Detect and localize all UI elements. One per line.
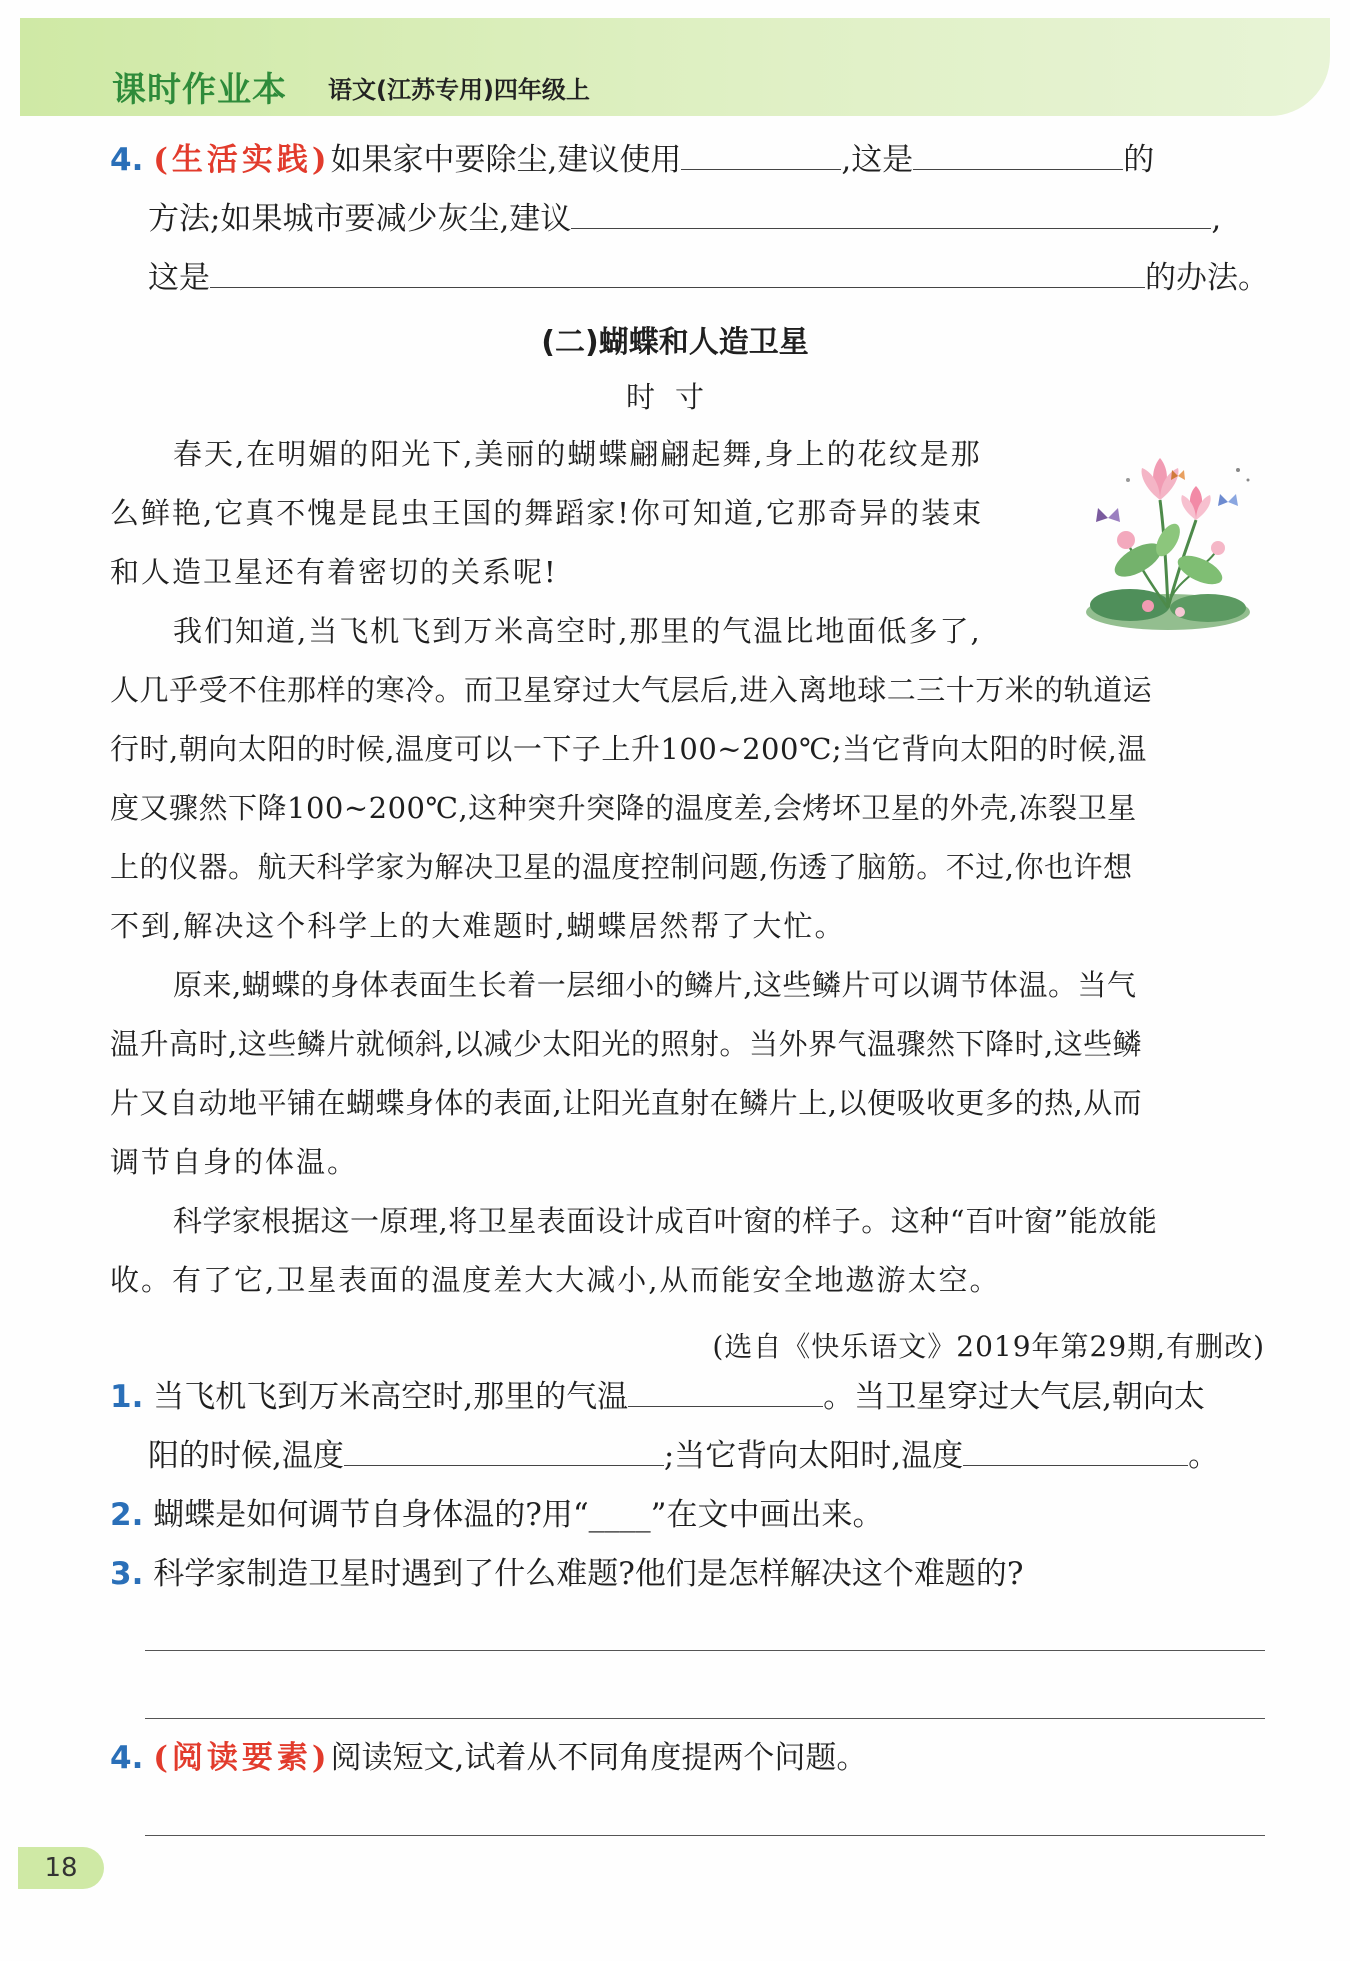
- question-number: 2.: [110, 1497, 144, 1533]
- question-text: 这是: [148, 260, 210, 296]
- question-text: ,这是: [841, 142, 914, 178]
- question-text: 方法;如果城市要减少灰尘,建议: [148, 201, 572, 237]
- article-line: 不到,解决这个科学上的大难题时,蝴蝶居然帮了大忙。: [110, 909, 846, 943]
- question-tag: (阅读要素): [153, 1740, 331, 1776]
- question-text: 。当卫星穿过大气层,朝向太: [823, 1379, 1205, 1415]
- answer-line[interactable]: [145, 1835, 1265, 1836]
- q2-line: [110, 1495, 884, 1535]
- answer-blank[interactable]: [913, 143, 1123, 170]
- q1-line2: [148, 1436, 1219, 1476]
- answer-blank[interactable]: [963, 1439, 1188, 1466]
- answer-blank[interactable]: [681, 143, 841, 170]
- answer-line[interactable]: [145, 1650, 1265, 1651]
- author-name: 时寸: [625, 380, 724, 414]
- article-line: 行时,朝向太阳的时候,温度可以一下子上升100~200℃;当它背向太阳的时候,温: [110, 732, 1147, 766]
- question-text: 如果家中要除尘,建议使用: [330, 142, 682, 178]
- lotus-flower-icon: [1181, 486, 1210, 520]
- answer-blank[interactable]: [628, 1380, 823, 1407]
- question-number: 4.: [110, 1740, 144, 1776]
- question-tag: (生活实践): [153, 142, 331, 178]
- question-number: 3.: [110, 1556, 144, 1592]
- article-line: 和人造卫星还有着密切的关系呢!: [110, 555, 558, 589]
- question-text: 。: [1188, 1438, 1220, 1474]
- answer-blank[interactable]: [344, 1439, 664, 1466]
- answer-blank[interactable]: [210, 261, 1145, 288]
- question-text: 的: [1123, 142, 1155, 178]
- article-line: 上的仪器。航天科学家为解决卫星的温度控制问题,伤透了脑筋。不过,你也许想: [110, 850, 1133, 884]
- butterfly-icon: [1096, 508, 1120, 522]
- page-header: [20, 18, 1330, 116]
- question-text: ,: [1211, 201, 1222, 237]
- article-line: 科学家根据这一原理,将卫星表面设计成百叶窗的样子。这种“百叶窗”能放能: [173, 1204, 1158, 1238]
- q4-top-line2: [148, 199, 1221, 239]
- answer-line[interactable]: [145, 1718, 1265, 1719]
- article-line: 片又自动地平铺在蝴蝶身体的表面,让阳光直射在鳞片上,以便吸收更多的热,从而: [110, 1086, 1143, 1120]
- q4-top-line1: [110, 140, 1154, 180]
- lotus-flower-icon: [1142, 458, 1179, 500]
- article-line: 度又骤然下降100~200℃,这种突升突降的温度差,会烤坏卫星的外壳,冻裂卫星: [110, 791, 1137, 825]
- q3-line: [110, 1554, 1023, 1594]
- article-line: 我们知道,当飞机飞到万米高空时,那里的气温比地面低多了,: [173, 614, 982, 648]
- page-number: 18: [18, 1847, 104, 1889]
- article-line: 调节自身的体温。: [110, 1145, 359, 1179]
- butterfly-icon: [1218, 494, 1238, 506]
- book-subtitle: 语文(江苏专用)四年级上: [328, 76, 590, 104]
- question-number: 1.: [110, 1379, 144, 1415]
- question-text: 科学家制造卫星时遇到了什么难题?他们是怎样解决这个难题的?: [153, 1556, 1024, 1592]
- article-source: (选自《快乐语文》2019年第29期,有删改): [712, 1330, 1265, 1363]
- article-line: 原来,蝴蝶的身体表面生长着一层细小的鳞片,这些鳞片可以调节体温。当气: [173, 968, 1137, 1002]
- article-line: 么鲜艳,它真不愧是昆虫王国的舞蹈家!你可知道,它那奇异的装束: [110, 496, 984, 530]
- question-text: 阅读短文,试着从不同角度提两个问题。: [330, 1740, 868, 1776]
- q4-top-line3: [148, 258, 1269, 298]
- question-number: 4.: [110, 142, 144, 178]
- article-line: 春天,在明媚的阳光下,美丽的蝴蝶翩翩起舞,身上的花纹是那: [173, 437, 982, 471]
- article-line: 人几乎受不住那样的寒冷。而卫星穿过大气层后,进入离地球二三十万米的轨道运: [110, 673, 1153, 707]
- article-line: 温升高时,这些鳞片就倾斜,以减少太阳光的照射。当外界气温骤然下降时,这些鳞: [110, 1027, 1143, 1061]
- section-title: (二)蝴蝶和人造卫星: [541, 325, 809, 360]
- question-text: ;当它背向太阳时,温度: [663, 1438, 964, 1474]
- q4-line: [110, 1738, 867, 1778]
- brand-title: 课时作业本: [112, 70, 287, 110]
- article-line: 收。有了它,卫星表面的温度差大大减小,从而能安全地遨游太空。: [110, 1263, 1001, 1297]
- question-text: 当飞机飞到万米高空时,那里的气温: [153, 1379, 629, 1415]
- question-text: 阳的时候,温度: [148, 1438, 344, 1474]
- question-text: 蝴蝶是如何调节自身体温的?用“____”在文中画出来。: [153, 1497, 884, 1533]
- q1-line1: [110, 1377, 1205, 1417]
- answer-blank[interactable]: [571, 202, 1211, 229]
- question-text: 的办法。: [1145, 260, 1269, 296]
- lotus-butterfly-illustration: [1068, 440, 1268, 640]
